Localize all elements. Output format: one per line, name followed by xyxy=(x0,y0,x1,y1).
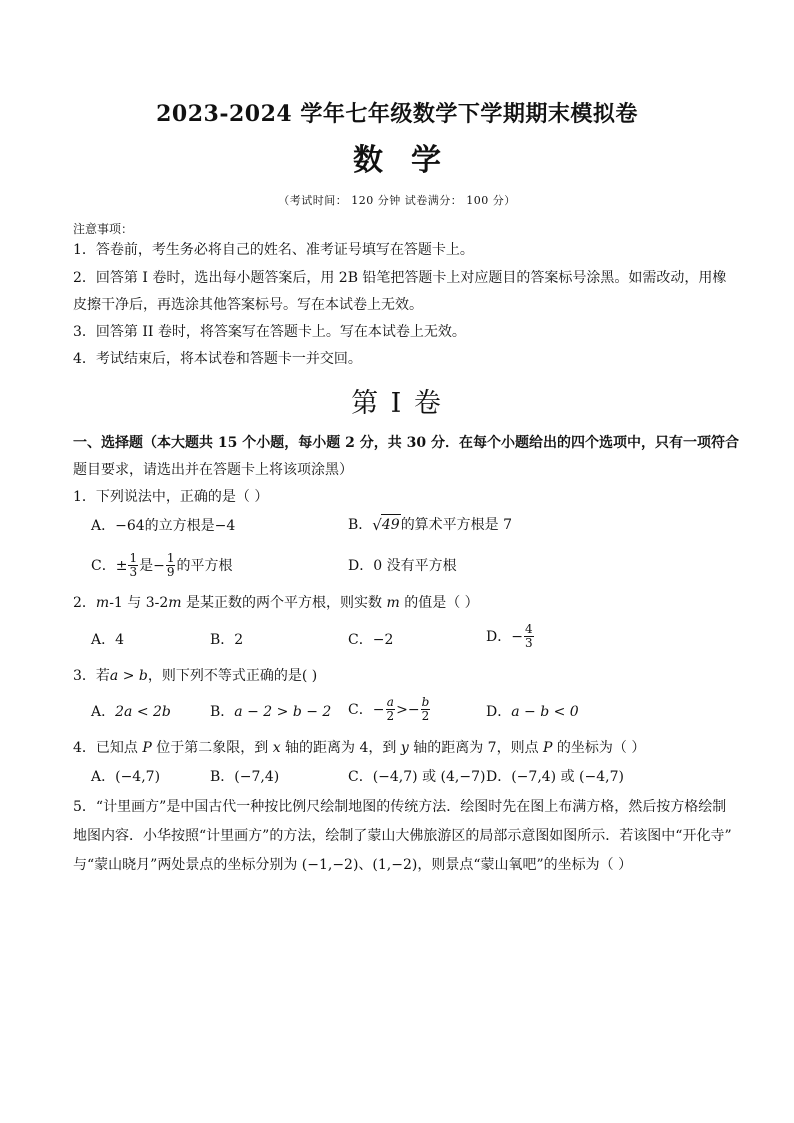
fraction xyxy=(421,696,431,723)
q2-option-c[interactable] xyxy=(348,630,393,650)
question-5-stem-cont: 地图内容．小华按照“计里画方”的方法，绘制了蒙山大佛旅游区的局部示意图如图所示．若该图中“开化寺” xyxy=(73,828,732,844)
note-item: 2．回答第 I 卷时，选出每小题答案后，用 2B 铅笔把答题卡上对应题目的答案标号涂黑。如需改动，用橡 xyxy=(73,270,727,286)
stem-text: 轴的距离为 7，则点 xyxy=(408,740,544,756)
q4-option-a[interactable] xyxy=(91,767,160,787)
stem-text: 的坐标为（ ） xyxy=(552,740,646,756)
q1-option-a[interactable] xyxy=(91,516,235,536)
subject-title: 数学 xyxy=(353,143,469,178)
q1-option-b-prefix: B． xyxy=(348,516,373,533)
option-math: >− xyxy=(396,701,420,718)
exam-info: （考试时间： 120 分钟 试卷满分： 100 分） xyxy=(278,194,516,207)
variable-p: P xyxy=(142,740,152,756)
fraction-numerator: 1 xyxy=(166,551,175,565)
q1-option-b-suffix: 的算术平方根是 7 xyxy=(400,516,513,533)
option-text: C．−2 xyxy=(348,632,394,648)
q1-option-d-text: D．0 没有平方根 xyxy=(348,558,457,574)
option-math: a − 2 > b − 2 xyxy=(234,704,332,720)
radicand: 49 xyxy=(381,514,401,535)
question-5-stem: 5．“计里画方”是中国古代一种按比例尺绘制地图的传统方法．绘图时先在图上布满方格，然后按方格绘制 xyxy=(73,799,727,815)
square-root-symbol: √ 49 xyxy=(372,516,400,534)
fraction-numerator: 1 xyxy=(129,551,138,565)
question-2-stem xyxy=(73,593,479,613)
question-3-stem xyxy=(73,666,317,686)
section-heading: 一、选择题（本大题共 15 个小题，每小题 2 分，共 30 分．在每个小题给出的四个选项中，只有一项符合 xyxy=(73,435,739,451)
q2-option-b[interactable] xyxy=(210,630,243,650)
q1-option-b[interactable] xyxy=(348,514,512,535)
option-label: C．− xyxy=(348,701,385,718)
option-text: C．(−4,7) 或 (4,−7) xyxy=(348,769,486,785)
question-1-stem: 1．下列说法中，正确的是（ ） xyxy=(73,489,269,505)
option-math: 2a < 2b xyxy=(115,704,171,720)
option-label: A． xyxy=(91,704,116,720)
fraction-denominator: 3 xyxy=(524,636,533,650)
exam-title: 2023-2024 学年七年级数学下学期期末模拟卷 xyxy=(156,101,638,127)
q1-option-c-prefix: C．± xyxy=(91,557,128,574)
stem-text: 4．已知点 xyxy=(73,740,143,756)
stem-text: 2． xyxy=(73,595,96,611)
fraction xyxy=(524,623,534,650)
stem-text: ，则下列不等式正确的是( ) xyxy=(147,668,318,684)
variable-x: x xyxy=(272,740,281,756)
stem-text: 的值是（ ） xyxy=(399,595,479,611)
fraction xyxy=(166,552,176,579)
fraction-numerator: b xyxy=(421,695,430,709)
note-item: 1．答卷前，考生务必将自己的姓名、准考证号填写在答题卡上。 xyxy=(73,242,474,258)
q1-option-d[interactable] xyxy=(348,556,457,576)
fraction-denominator: 9 xyxy=(166,565,175,579)
stem-text: 轴的距离为 4，到 xyxy=(280,740,401,756)
stem-text: 3．若 xyxy=(73,668,110,684)
variable-m: m xyxy=(386,595,400,611)
notes-heading: 注意事项： xyxy=(73,222,134,236)
volume-title: 第 I 卷 xyxy=(351,388,443,419)
fraction-denominator: 2 xyxy=(421,709,430,723)
variable-m: m xyxy=(95,595,110,611)
variable-y: y xyxy=(400,740,409,756)
stem-text: -1 与 3-2 xyxy=(109,595,169,611)
fraction-numerator: a xyxy=(386,695,394,709)
inequality: a > b xyxy=(109,668,148,684)
q1-option-c[interactable] xyxy=(91,552,232,579)
fraction-denominator: 2 xyxy=(386,709,395,723)
note-item: 皮擦干净后，再选涂其他答案标号。写在本试卷上无效。 xyxy=(73,297,423,313)
note-item: 4．考试结束后，将本试卷和答题卡一并交回。 xyxy=(73,351,362,367)
note-item: 3．回答第 II 卷时，将答案写在答题卡上。写在本试卷上无效。 xyxy=(73,324,466,340)
option-label: B． xyxy=(210,704,235,720)
stem-text: 位于第二象限，到 xyxy=(151,740,273,756)
q2-option-d[interactable] xyxy=(486,623,535,650)
option-text: D．(−7,4) 或 (−4,7) xyxy=(486,769,624,785)
question-5-stem-cont: 与“蒙山晓月”两处景点的坐标分别为 (−1,−2)、(1,−2)，则景点“蒙山氧吧”的坐标为（ ） xyxy=(73,857,633,873)
option-label: D． xyxy=(486,704,512,720)
q4-option-b[interactable] xyxy=(210,767,279,787)
option-text: A．4 xyxy=(91,632,125,648)
option-text: D．− xyxy=(486,628,523,645)
stem-text: 是某正数的两个平方根，则实数 xyxy=(181,595,387,611)
option-text: B．2 xyxy=(210,632,244,648)
variable-p: P xyxy=(543,740,553,756)
fraction xyxy=(128,552,138,579)
section-heading-cont: 题目要求，请选出并在答题卡上将该项涂黑） xyxy=(73,462,353,478)
fraction-numerator: 4 xyxy=(524,622,533,636)
question-4-stem xyxy=(73,738,645,758)
option-math: a − b < 0 xyxy=(511,704,579,720)
option-text: A．(−4,7) xyxy=(91,769,161,785)
fraction xyxy=(385,696,395,723)
variable-m: m xyxy=(168,595,182,611)
q3-option-b[interactable] xyxy=(210,702,331,722)
q1-option-c-mid: 是− xyxy=(139,557,165,574)
q2-option-a[interactable] xyxy=(91,630,124,650)
fraction-denominator: 3 xyxy=(129,565,138,579)
q3-option-a[interactable] xyxy=(91,702,171,722)
q4-option-d[interactable] xyxy=(486,767,624,787)
option-text: B．(−7,4) xyxy=(210,769,280,785)
q1-option-c-suffix: 的平方根 xyxy=(176,557,233,574)
q3-option-c[interactable] xyxy=(348,696,431,723)
q1-option-a-text: A．−64的立方根是−4 xyxy=(91,518,236,534)
q4-option-c[interactable] xyxy=(348,767,485,787)
q3-option-d[interactable] xyxy=(486,702,579,722)
